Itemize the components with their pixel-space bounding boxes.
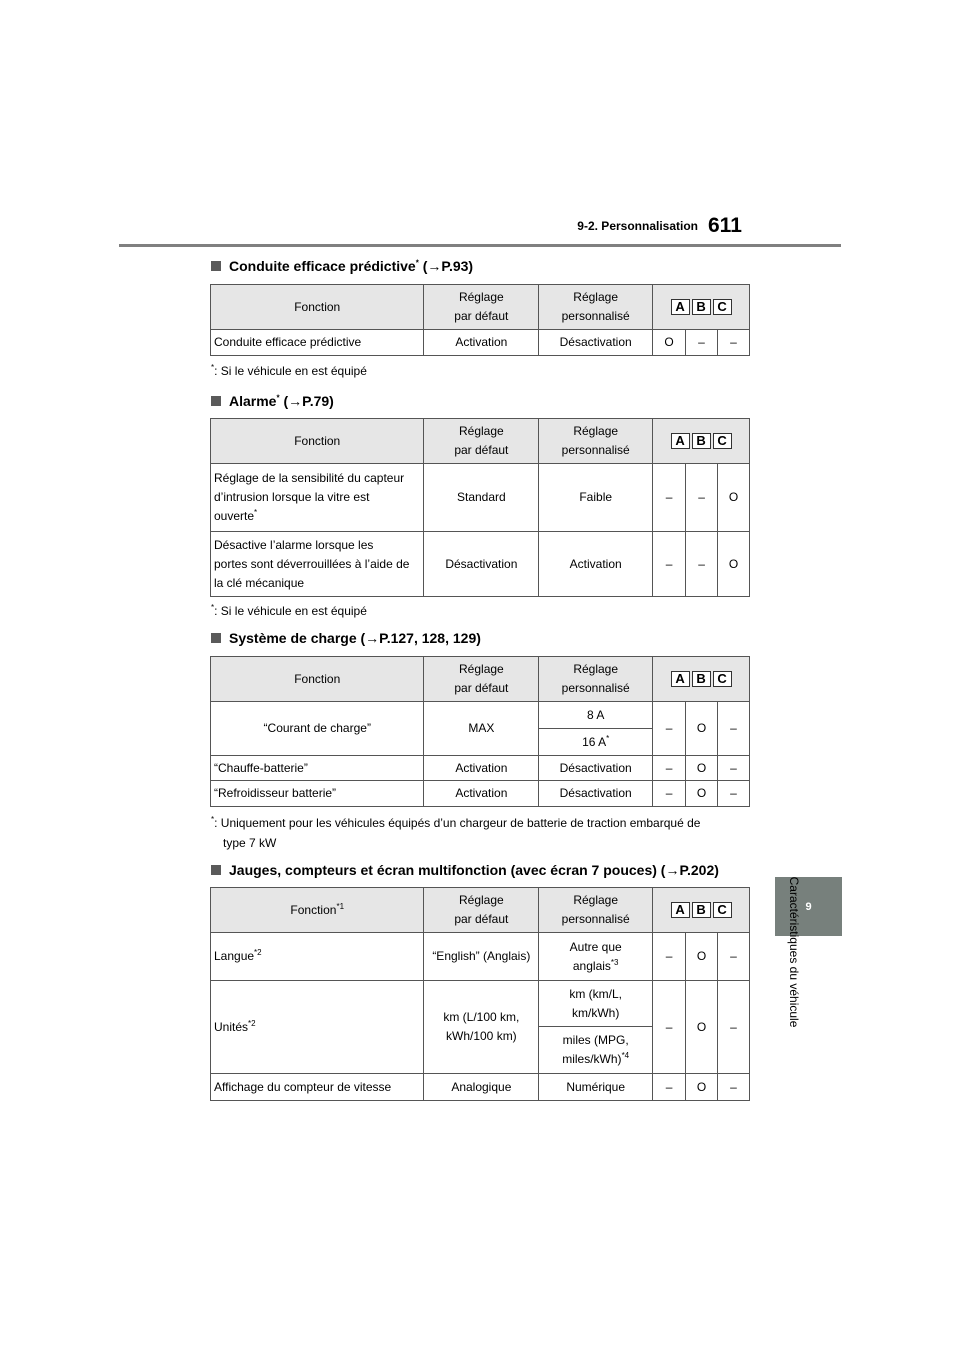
section-header: 9-2. Personnalisation: [577, 219, 698, 233]
table-row: Conduite efficace prédictive Activation Désactivation O – –: [211, 330, 750, 356]
box-c-icon: C: [713, 902, 732, 918]
box-a-icon: A: [671, 299, 690, 315]
table-alarme: [210, 418, 750, 597]
box-c-icon: C: [713, 299, 732, 315]
table-header-row: [211, 285, 750, 330]
footnote-s3: *: Uniquement pour les véhicules équipés d’un chargeur de batterie de traction embarqué de type 7 kW: [211, 815, 701, 850]
table-header-row: Fonction$^{*1}$ Réglage par défaut Réglage personnalisé A B C: [211, 888, 750, 933]
table-row: miles (MPG, miles/kWh)$^{*4}$: [211, 1027, 750, 1074]
square-bullet-icon: [211, 261, 221, 271]
section-title-text: Conduite efficace prédictive* (→P.93): [229, 258, 474, 274]
section-title-charge: [211, 630, 481, 646]
table-row: 16 A*: [211, 729, 750, 756]
section-title-jauges: [211, 862, 719, 878]
square-bullet-icon: [211, 865, 221, 875]
header-divider: [119, 244, 841, 247]
page-number: 611: [708, 214, 742, 237]
table-jauges: [210, 887, 750, 1101]
table-row: “Chauffe-batterie” Activation Désactivation – O –: [211, 756, 750, 781]
col-defaut: Réglage par défaut: [424, 285, 539, 330]
section-title-alarme: [211, 393, 334, 409]
table-header-row: Fonction Réglage par défaut Réglage personnalisé A B C: [211, 657, 750, 702]
box-b-icon: B: [692, 671, 711, 687]
table-conduite: [210, 284, 750, 356]
chapter-side-title-text: Caractéristiques du véhicule: [787, 876, 801, 1028]
chapter-side-title: [786, 876, 802, 1115]
box-a-icon: A: [671, 902, 690, 918]
col-fonction: Fonction: [211, 285, 424, 330]
square-bullet-icon: [211, 633, 221, 643]
table-row: “Refroidisseur batterie” Activation Désactivation – O –: [211, 781, 750, 807]
section-title-text: Système de charge (→P.127, 128, 129): [229, 630, 481, 646]
box-c-icon: C: [713, 433, 732, 449]
table-header-row: Fonction Réglage par défaut Réglage personnalisé A B C: [211, 419, 750, 464]
section-title-text: Alarme* (→P.79): [229, 393, 334, 409]
col-abc: [653, 285, 750, 330]
footnote-s1: *: Si le véhicule en est équipé: [211, 363, 367, 378]
col-perso: Réglage personnalisé: [539, 285, 653, 330]
square-bullet-icon: [211, 396, 221, 406]
box-a-icon: A: [671, 671, 690, 687]
table-row: Désactive l’alarme lorsque les portes sont déverrouillées à l’aide de la clé mécanique Désactivation Activation – – O: [211, 532, 750, 597]
section-title-text: Jauges, compteurs et écran multifonction (avec écran 7 pouces) (→P.202): [229, 862, 719, 878]
box-b-icon: B: [692, 299, 711, 315]
chapter-tab: 9: [775, 877, 842, 936]
table-row: Réglage de la sensibilité du capteur d’intrusion lorsque la vitre est ouverte* Standard Faible – – O: [211, 464, 750, 532]
table-charge: [210, 656, 750, 807]
box-b-icon: B: [692, 902, 711, 918]
box-c-icon: C: [713, 671, 732, 687]
table-row: Langue$^{*2}$ “English” (Anglais) Autre que anglais$^{*3}$ – O –: [211, 933, 750, 981]
footnote-s2: *: Si le véhicule en est équipé: [211, 603, 367, 618]
table-row: “Courant de charge” MAX 8 A – O –: [211, 702, 750, 729]
table-row: Unités$^{*2}$ km (L/100 km, kWh/100 km) km (km/L, km/kWh) – O –: [211, 981, 750, 1027]
box-b-icon: B: [692, 433, 711, 449]
section-title-conduite: [211, 258, 473, 274]
table-row: Affichage du compteur de vitesse Analogique Numérique – O –: [211, 1074, 750, 1101]
box-a-icon: A: [671, 433, 690, 449]
